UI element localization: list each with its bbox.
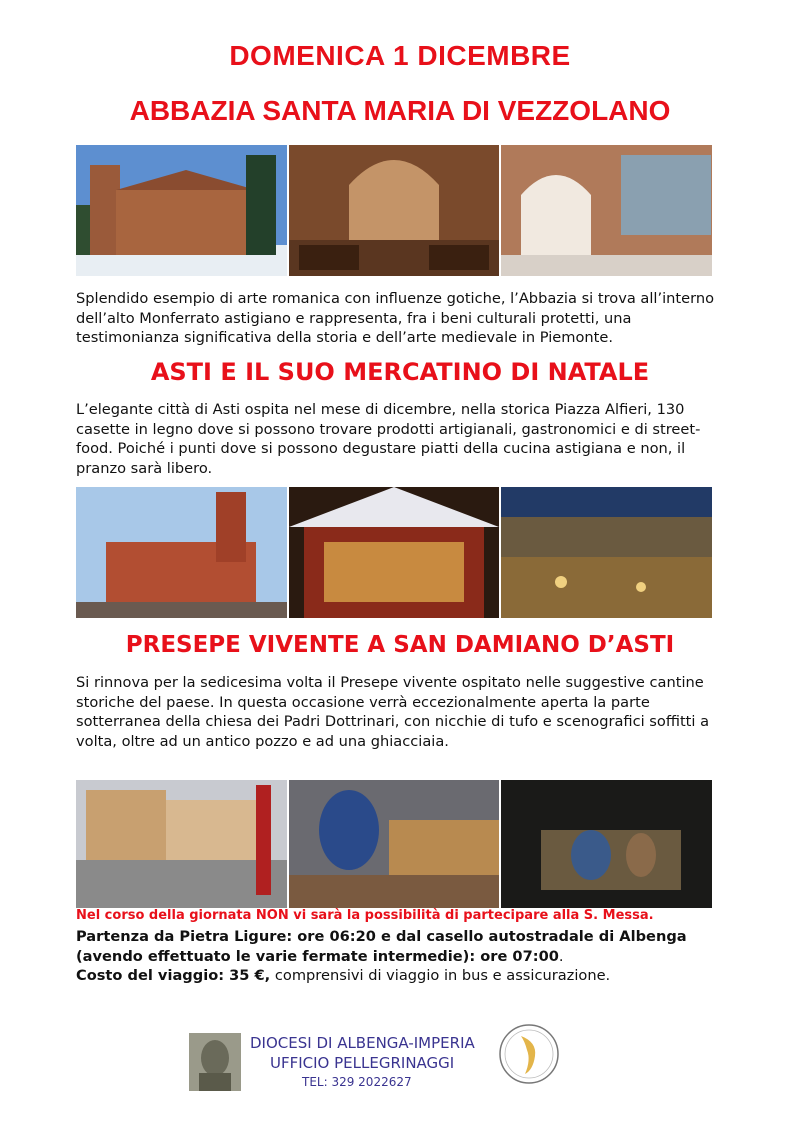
nativity-scene-photo — [501, 780, 712, 908]
abbey-exterior-photo — [76, 145, 287, 276]
mass-notice: Nel corso della giornata NON vi sarà la possibilità di partecipare alla S. Messa. — [76, 908, 654, 923]
abbey-nave-photo — [289, 145, 499, 276]
cost-details: comprensivi di viaggio in bus e assicurazione. — [270, 967, 611, 984]
nativity-figure-photo — [289, 780, 499, 908]
nativity-heading: PRESEPE VIVENTE A SAN DAMIANO D’ASTI — [125, 632, 675, 658]
market-night-photo — [501, 487, 712, 618]
market-heading: ASTI E IL SUO MERCATINO DI NATALE — [150, 358, 650, 386]
departure-end: . — [558, 947, 564, 965]
diocese-name: DIOCESI DI ALBENGA-IMPERIA — [250, 1034, 475, 1052]
trip-info — [76, 927, 736, 986]
office-name: UFFICIO PELLEGRINAGGI — [270, 1054, 455, 1072]
christmas-stall-photo — [289, 487, 499, 618]
abbey-description: Splendido esempio di arte romanica con influenze gotiche, l’Abbazia si trova all’interno dell’alto Monferrato astigiano e rappresenta, fra i beni culturali protetti, una testimonianza significativa della storia e dell’arte medievale in Piemonte. — [76, 290, 715, 346]
abbey-heading: ABBAZIA SANTA MARIA DI VEZZOLANO — [129, 95, 671, 126]
date-heading: DOMENICA 1 DICEMBRE — [229, 40, 571, 71]
cost-label: Costo del viaggio: 35 €, — [76, 967, 271, 984]
nativity-description: Si rinnova per la sedicesima volta il Presepe vivente ospitato nelle suggestive cantine storiche del paese. In questa occasione verrà eccezionalmente aperta la parte sotterranea della chiesa dei Padri Dottrinari, con nicchie di tufo e scenografici soffitti a volta, oltre ad un antico pozzo e ad una ghiacciaia. — [76, 674, 710, 750]
diocese-photo-icon — [189, 1033, 241, 1091]
asti-palace-photo — [76, 487, 287, 618]
pilgrimage-seal-logo — [497, 1022, 561, 1086]
market-description: L’elegante città di Asti ospita nel mese di dicembre, nella storica Piazza Alfieri, 130 casette in legno dove si possono trovare prodotti artigianali, gastronomici e di street-food. Poiché i punti dove si possono degustare piatti della cucina astigiana e non, il pranzo sarà libero. — [76, 401, 701, 477]
phone-number: TEL: 329 2022627 — [302, 1075, 412, 1089]
departure-info: Partenza da Pietra Ligure: ore 06:20 e dal casello autostradale di Albenga (avendo effettuato le varie fermate intermedie): ore 07:00 — [76, 928, 687, 965]
abbey-cloister-photo — [501, 145, 712, 276]
san-damiano-square-photo — [76, 780, 287, 908]
